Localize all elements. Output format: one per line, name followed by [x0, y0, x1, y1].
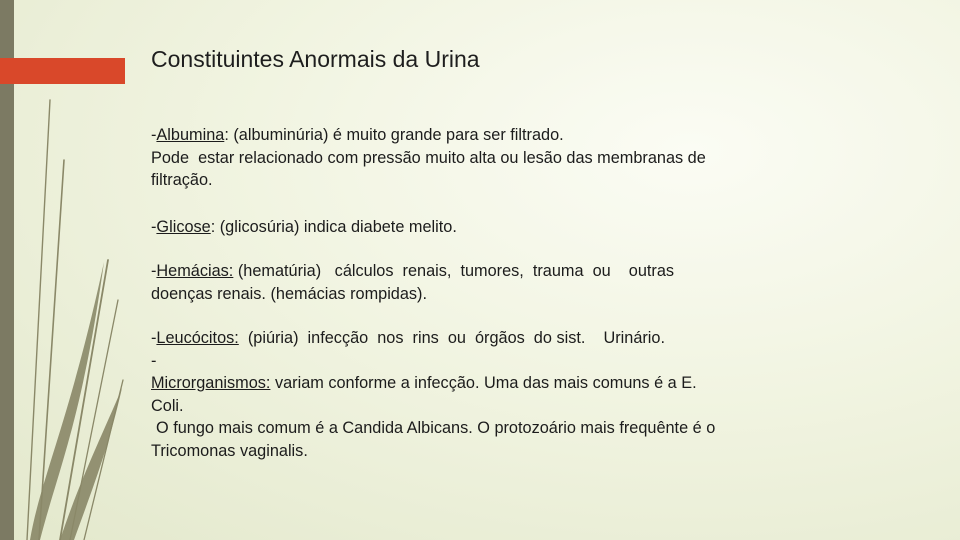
leucocitos-text: (piúria) infecção nos rins ou órgãos do sist. Urinário. [238, 329, 666, 347]
slide-content [151, 124, 811, 462]
microrganismos-line-4: Tricomonas vaginalis. [151, 441, 308, 460]
leucocitos-line-1 [151, 327, 811, 350]
glicose-term: Glicose [156, 217, 211, 236]
albumina-text: : (albuminúria) é muito grande para ser filtrado. [224, 126, 564, 144]
leucocitos-prefix: - [151, 329, 157, 347]
slide-title: Constituintes Anormais da Urina [151, 46, 480, 72]
microrganismos-term: Microrganismos: [151, 374, 271, 392]
albumina-line-2: Pode estar relacionado com pressão muito alta ou lesão das membranas de [151, 148, 706, 167]
leucocitos-term: Leucócitos: [156, 329, 239, 347]
hemacias-line-1 [151, 260, 811, 283]
hemacias-line-2: doenças renais. (hemácias rompidas). [151, 284, 428, 303]
albumina-line-1 [151, 124, 811, 147]
glicose-text: : (glicosúria) indica diabete melito. [210, 217, 457, 236]
hemacias-prefix: - [151, 262, 157, 280]
title-accent-tab [0, 58, 125, 84]
hemacias-text: (hematúria) cálculos renais, tumores, trauma ou outras [233, 262, 675, 280]
microrganismos-line-3: O fungo mais comum é a Candida Albicans. O protozoário mais frequênte é o [156, 419, 716, 437]
glicose-line-1 [151, 216, 811, 239]
microrganismos-line-2: Coli. [151, 396, 184, 415]
microrganismos-prefix: - [151, 351, 157, 370]
microrganismos-line-1 [151, 372, 811, 395]
albumina-line-3: filtração. [151, 171, 213, 189]
albumina-prefix: - [151, 126, 157, 144]
albumina-term: Albumina [156, 126, 225, 144]
hemacias-term: Hemácias: [156, 262, 234, 280]
glicose-prefix: - [151, 217, 157, 236]
microrganismos-text: variam conforme a infecção. Uma das mais comuns é a E. [270, 374, 697, 392]
